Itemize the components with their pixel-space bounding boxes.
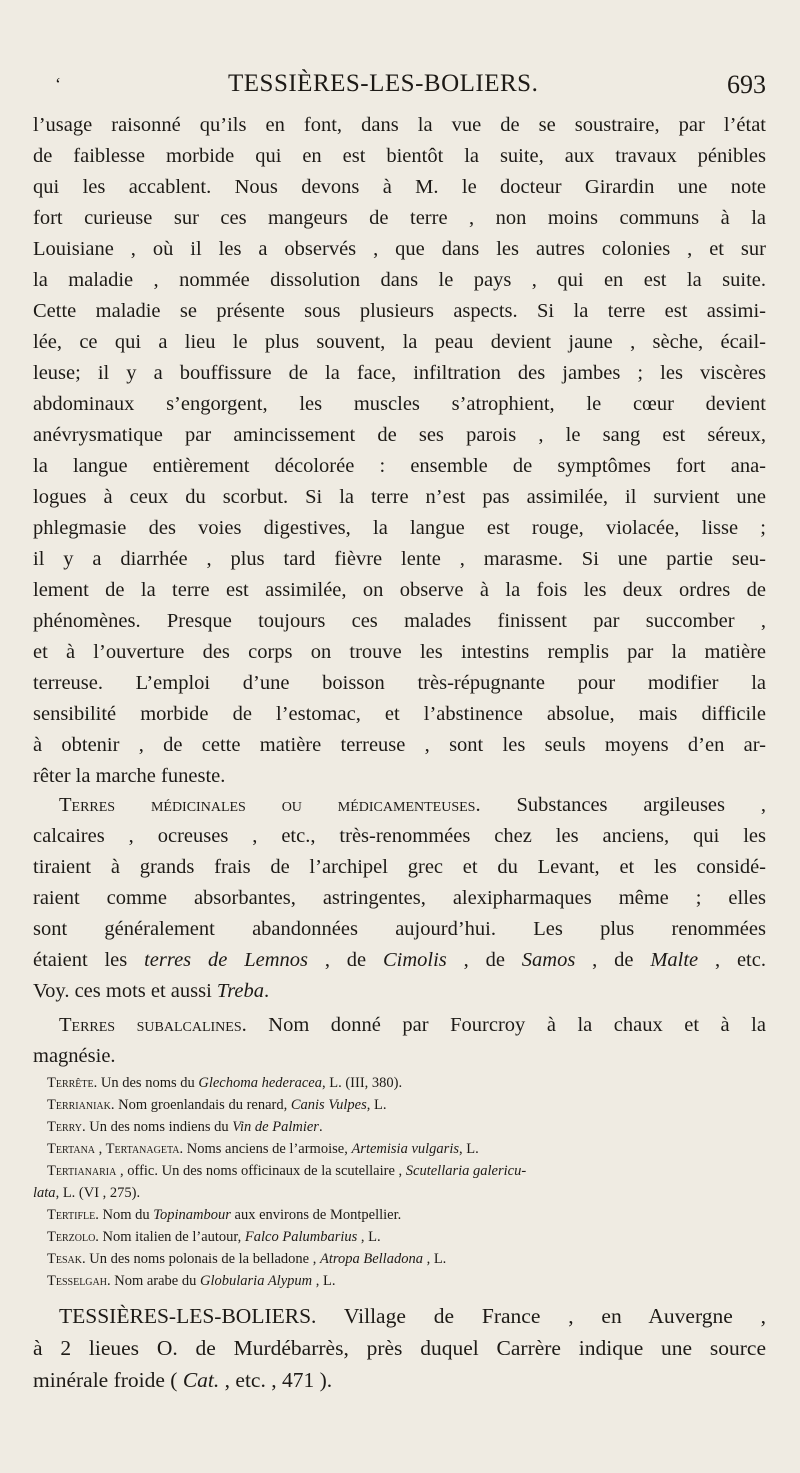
text-line: fort curieuse sur ces mangeurs de terre , non moins communs à la — [33, 207, 766, 229]
text-line: abdominaux s’engorgent, les muscles s’atrophient, le cœur devient — [33, 393, 766, 415]
text-line: magnésie. — [33, 1045, 116, 1067]
entry-tesselgah: Tesselgah. Nom arabe du Globularia Alypum , L. — [47, 1273, 336, 1289]
text-line: terreuse. L’emploi d’une boisson très-répugnante pour modifier la — [33, 672, 766, 694]
entry-tertianaria-continued: lata, L. (VI , 275). — [33, 1185, 141, 1201]
text-line: rêter la marche funeste. — [33, 765, 226, 787]
text-line: de faiblesse morbide qui en est bientôt la suite, aux travaux pénibles — [33, 145, 766, 167]
entry-terres-subalcalines — [33, 1010, 766, 1072]
text-line: lée, ce qui a lieu le plus souvent, la peau devient jaune , sèche, écail- — [33, 331, 766, 353]
text-line: raient comme absorbantes, astringentes, alexipharmaques même ; elles — [33, 887, 766, 909]
entry-tessieres-les-boliers — [33, 1300, 766, 1396]
text-line: Terres subalcalines. Nom donné par Fourcroy à la chaux et à la — [59, 1014, 766, 1036]
text-line: minérale froide ( Cat. , etc. , 471 ). — [33, 1368, 333, 1392]
text-line: tiraient à grands frais de l’archipel grec et du Levant, et les considé- — [33, 856, 766, 878]
text-line: Terres médicinales ou médicamenteuses. Substances argileuses , — [59, 794, 766, 816]
entry-terrete: Terrête. Un des noms du Glechoma hederacea, L. (III, 380). — [47, 1075, 403, 1091]
text-line: à obtenir , de cette matière terreuse , sont les seuls moyens d’en ar- — [33, 734, 766, 756]
entry-term: Terres subalcalines. — [59, 1014, 247, 1036]
entry-term: Terres médicinales ou médicamenteuses. — [59, 794, 481, 816]
text-line: la langue entièrement décolorée : ensemble de symptômes fort ana- — [33, 455, 766, 477]
text-line: anévrysmatique par amincissement de ses parois , le sang est séreux, — [33, 424, 766, 446]
entry-tertianaria: Tertianaria , offic. Un des noms officinaux de la scutellaire , Scutellaria galericu- — [47, 1163, 527, 1179]
text-line: Cette maladie se présente sous plusieurs aspects. Si la terre est assimi- — [33, 300, 766, 322]
entry-terres-medicinales — [33, 790, 766, 1007]
entry-terzolo: Terzolo. Nom italien de l’autour, Falco Palumbarius , L. — [47, 1229, 381, 1245]
text-line: étaient les terres de Lemnos , de Cimolis , de Samos , de Malte , etc. — [33, 949, 766, 971]
page-number: 693 — [727, 70, 766, 99]
running-title: TESSIÈRES-LES-BOLIERS. — [228, 70, 539, 97]
entry-terry: Terry. Un des noms indiens du Vin de Palmier. — [47, 1119, 323, 1135]
text-line: à 2 lieues O. de Murdébarrès, près duquel Carrère indique une source — [33, 1336, 766, 1360]
text-line: sensibilité morbide de l’estomac, et l’abstinence absolue, mais difficile — [33, 703, 766, 725]
text-line: l’usage raisonné qu’ils en font, dans la vue de se soustraire, par l’état — [33, 114, 766, 136]
text-line: Louisiane , où il les a observés , que dans les autres colonies , et sur — [33, 238, 766, 260]
entry-head: TESSIÈRES-LES-BOLIERS. — [59, 1304, 317, 1328]
paragraph-earth-eaters — [33, 110, 766, 792]
header-mark: ‘ — [55, 74, 61, 94]
text-line: logues à ceux du scorbut. Si la terre n’est pas assimilée, il survient une — [33, 486, 766, 508]
text-line: la maladie , nommée dissolution dans le pays , qui en est la suite. — [33, 269, 766, 291]
text-line: il y a diarrhée , plus tard fièvre lente , marasme. Si une partie seu- — [33, 548, 766, 570]
entry-terrianiak: Terrianiak. Nom groenlandais du renard, Canis Vulpes, L. — [47, 1097, 387, 1113]
page-header — [0, 70, 800, 110]
small-entries — [33, 1072, 766, 1292]
text-line: sont généralement abandonnées aujourd’hui. Les plus renommées — [33, 918, 766, 940]
text-line: qui les accablent. Nous devons à M. le docteur Girardin une note — [33, 176, 766, 198]
text-line: TESSIÈRES-LES-BOLIERS. Village de France , en Auvergne , — [59, 1304, 766, 1328]
text-line: phénomènes. Presque toujours ces malades finissent par succomber , — [33, 610, 766, 632]
entry-tesak: Tesak. Un des noms polonais de la belladone , Atropa Belladona , L. — [47, 1251, 447, 1267]
entry-tertana: Tertana , Tertanageta. Noms anciens de l’armoise, Artemisia vulgaris, L. — [47, 1141, 479, 1157]
text-line: leuse; il y a bouffissure de la face, infiltration des jambes ; les viscères — [33, 362, 766, 384]
text-line: Voy. ces mots et aussi Treba. — [33, 980, 270, 1002]
text-line: calcaires , ocreuses , etc., très-renommées chez les anciens, qui les — [33, 825, 766, 847]
text-line: phlegmasie des voies digestives, la langue est rouge, violacée, lisse ; — [33, 517, 766, 539]
text-line: et à l’ouverture des corps on trouve les intestins remplis par la matière — [33, 641, 766, 663]
text-line: lement de la terre est assimilée, on observe à la fois les deux ordres de — [33, 579, 766, 601]
entry-tertifle: Tertifle. Nom du Topinambour aux environs de Montpellier. — [47, 1207, 402, 1223]
